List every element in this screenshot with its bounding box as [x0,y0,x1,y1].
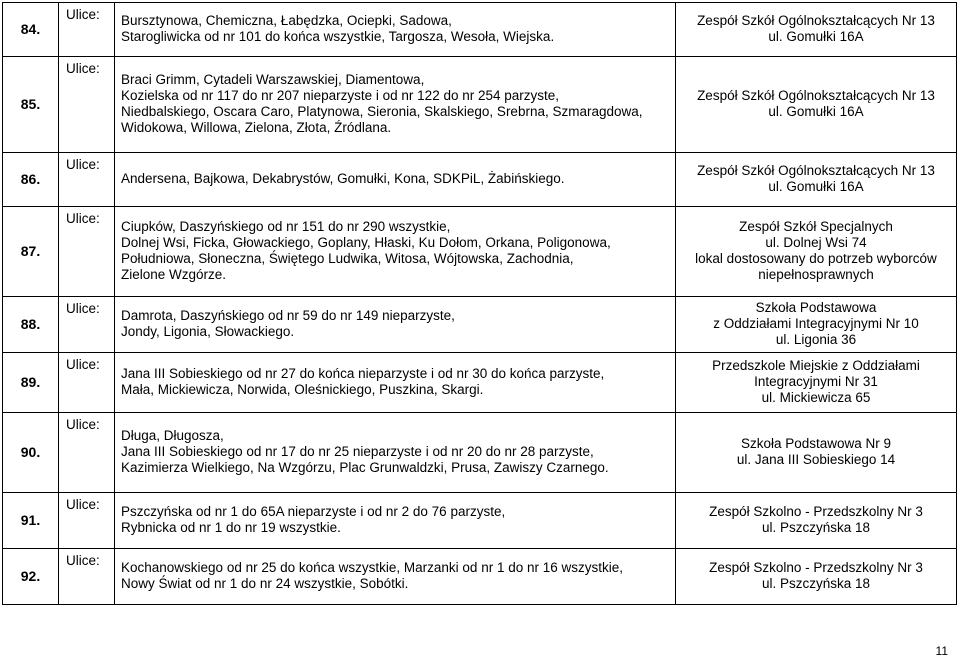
street-line: Andersena, Bajkowa, Dekabrystów, Gomułki, Kona, SDKPiL, Żabińskiego. [121,171,565,186]
street-line: Widokowa, Willowa, Zielona, Złota, Źródlana. [121,120,392,135]
district-row [3,353,957,413]
street-line: Mała, Mickiewicza, Norwida, Oleśnickiego, Puszkina, Skargi. [121,382,484,397]
polling-station-line: ul. Gomułki 16A [768,29,864,44]
polling-station-cell [676,57,957,153]
streets-cell [115,153,676,207]
district-row [3,549,957,605]
polling-station-line: ul. Pszczyńska 18 [761,576,871,591]
polling-station-line: Zespół Szkolno - Przedszkolny Nr 3 [709,504,923,519]
district-number-cell [3,57,59,153]
polling-station-line: ul. Ligonia 36 [775,332,857,347]
street-line: Zielone Wzgórze. [121,267,227,282]
street-line: Kazimierza Wielkiego, Na Wzgórzu, Plac Grunwaldzki, Prusa, Zawiszy Czarnego. [121,460,609,475]
street-line: Jana III Sobieskiego od nr 27 do końca nieparzyste i od nr 30 do końca parzyste, [121,366,605,381]
polling-station-cell [676,153,957,207]
district-number-cell [3,549,59,605]
street-line: Jondy, Ligonia, Słowackiego. [121,324,295,339]
polling-station-line: ul. Dolnej Wsi 74 [765,235,867,250]
district-number: 88. [20,316,41,332]
district-number-cell [3,493,59,549]
street-line: Dolnej Wsi, Ficka, Głowackiego, Goplany, Hłaski, Ku Dołom, Orkana, Poligonowa, [121,235,611,250]
street-line: Jana III Sobieskiego od nr 17 do nr 25 nieparzyste i od nr 20 do nr 28 parzyste, [121,444,594,459]
streets-cell [115,493,676,549]
district-row [3,207,957,297]
polling-station-cell [676,3,957,57]
district-number: 91. [20,512,41,528]
district-row [3,153,957,207]
street-line: Długa, Długosza, [121,428,224,443]
polling-station-line: z Oddziałami Integracyjnymi Nr 10 [713,316,919,331]
streets-cell [115,297,676,353]
district-row [3,297,957,353]
district-row [3,3,957,57]
polling-station-line: niepełnosprawnych [758,267,874,282]
district-row [3,493,957,549]
districts-table [2,2,957,605]
polling-station-cell [676,413,957,493]
streets-label: Ulice: [59,549,115,605]
district-number: 85. [20,96,41,112]
street-line: Kochanowskiego od nr 25 do końca wszystkie, Marzanki od nr 1 do nr 16 wszystkie, [121,560,623,575]
streets-label: Ulice: [59,153,115,207]
polling-station-line: Zespół Szkół Ogólnokształcących Nr 13 [697,13,935,28]
street-line: Bursztynowa, Chemiczna, Łabędzka, Ociepki, Sadowa, [121,13,452,28]
street-line: Południowa, Słoneczna, Świętego Ludwika, Witosa, Wójtowska, Zachodnia, [121,251,574,266]
polling-station-cell [676,207,957,297]
district-number: 89. [20,374,41,390]
districts-table-body [3,3,957,605]
polling-station-line: ul. Mickiewicza 65 [761,390,871,405]
streets-cell [115,57,676,153]
streets-label: Ulice: [59,57,115,153]
district-number: 87. [20,243,41,259]
streets-cell [115,413,676,493]
streets-label: Ulice: [59,3,115,57]
polling-station-line: ul. Gomułki 16A [768,104,864,119]
polling-station-cell [676,353,957,413]
polling-station-line: Zespół Szkół Ogólnokształcących Nr 13 [697,163,935,178]
polling-station-cell [676,297,957,353]
polling-station-line: Integracyjnymi Nr 31 [754,374,878,389]
street-line: Niedbalskiego, Oscara Caro, Platynowa, Sieronia, Skalskiego, Srebrna, Szmaragdowa, [121,104,643,119]
polling-station-line: Przedszkole Miejskie z Oddziałami [712,358,920,373]
district-number-cell [3,297,59,353]
streets-cell [115,549,676,605]
polling-station-line: Zespół Szkół Ogólnokształcących Nr 13 [697,88,935,103]
district-row [3,413,957,493]
polling-station-line: Zespół Szkół Specjalnych [739,219,893,234]
street-line: Kozielska od nr 117 do nr 207 nieparzyste i od nr 122 do nr 254 parzyste, [121,88,560,103]
street-line: Starogliwicka od nr 101 do końca wszystkie, Targosza, Wesoła, Wiejska. [121,29,555,44]
district-number: 86. [20,171,41,187]
district-number: 92. [20,568,41,584]
polling-station-line: ul. Pszczyńska 18 [761,520,871,535]
polling-station-cell [676,493,957,549]
street-line: Rybnicka od nr 1 do nr 19 wszystkie. [121,520,341,535]
district-number: 90. [20,444,41,460]
polling-station-line: Szkoła Podstawowa Nr 9 [740,436,892,451]
district-number: 84. [20,21,41,37]
streets-label: Ulice: [59,413,115,493]
streets-cell [115,3,676,57]
polling-station-line: lokal dostosowany do potrzeb wyborców [695,251,937,266]
polling-station-line: ul. Gomułki 16A [768,179,864,194]
streets-label: Ulice: [59,207,115,297]
streets-label: Ulice: [59,353,115,413]
district-number-cell [3,207,59,297]
street-line: Damrota, Daszyńskiego od nr 59 do nr 149 nieparzyste, [121,308,455,323]
district-row [3,57,957,153]
streets-cell [115,353,676,413]
street-line: Nowy Świat od nr 1 do nr 24 wszystkie, Sobótki. [121,576,409,591]
street-line: Braci Grimm, Cytadeli Warszawskiej, Diamentowa, [121,72,425,87]
streets-label: Ulice: [59,297,115,353]
polling-station-line: ul. Jana III Sobieskiego 14 [736,452,896,467]
district-number-cell [3,413,59,493]
district-number-cell [3,153,59,207]
district-number-cell [3,3,59,57]
polling-station-line: Zespół Szkolno - Przedszkolny Nr 3 [709,560,923,575]
page-number: 11 [935,644,948,658]
polling-station-cell [676,549,957,605]
streets-cell [115,207,676,297]
polling-station-line: Szkoła Podstawowa [755,300,877,315]
streets-label: Ulice: [59,493,115,549]
street-line: Pszczyńska od nr 1 do 65A nieparzyste i od nr 2 do 76 parzyste, [121,504,506,519]
street-line: Ciupków, Daszyńskiego od nr 151 do nr 290 wszystkie, [121,219,451,234]
district-number-cell [3,353,59,413]
